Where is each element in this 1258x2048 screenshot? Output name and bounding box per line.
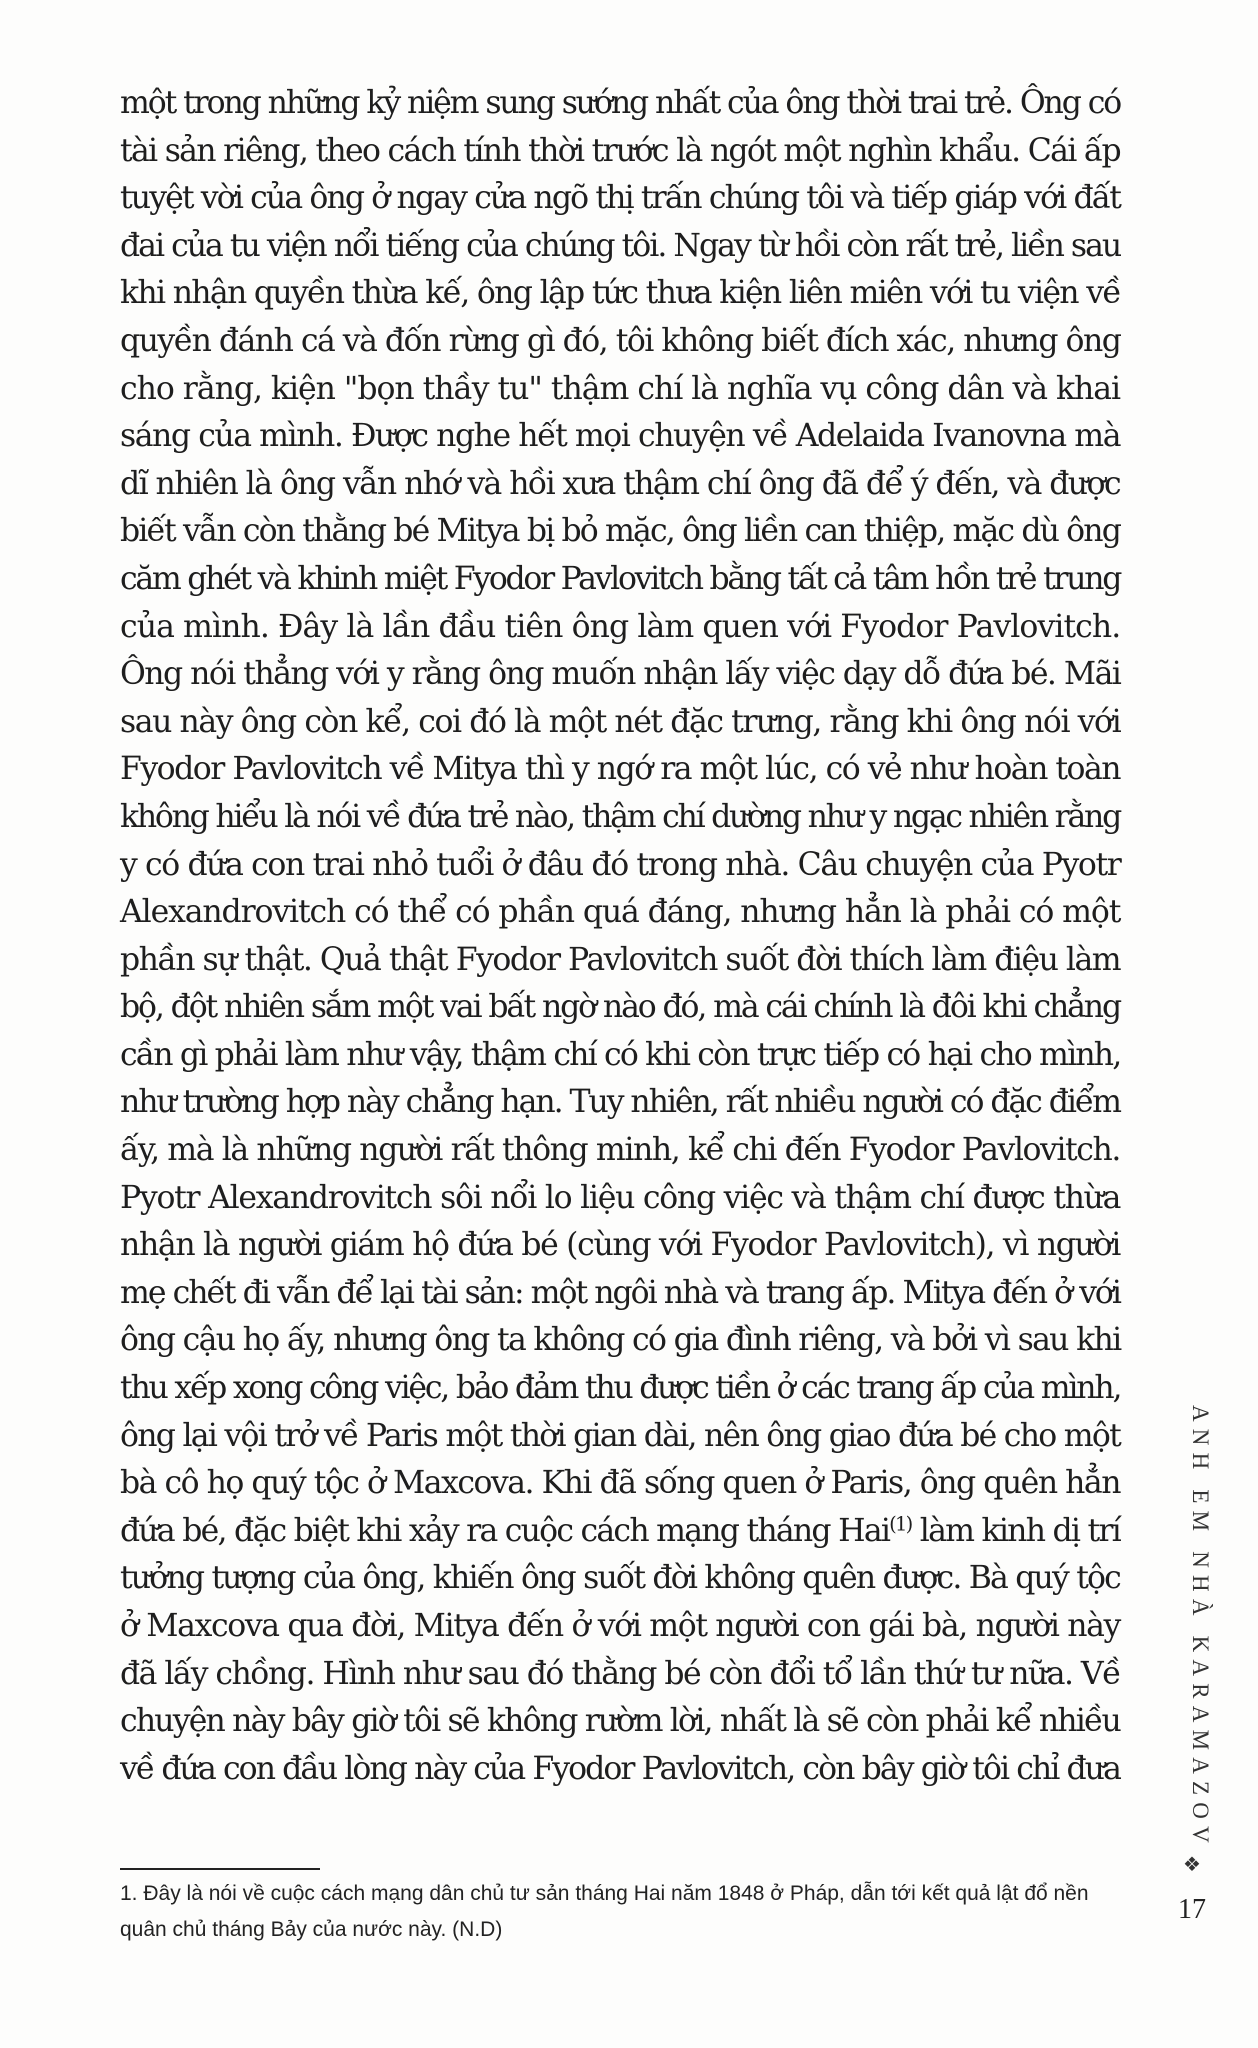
text-line: ông lại vội trở về Paris một thời gian dài, nên ông giao đứa bé cho một bbox=[120, 1417, 1120, 1454]
text-line: ở Maxcova qua đời, Mitya đến ở với một người con gái bà, người này bbox=[120, 1608, 1120, 1644]
text-line: đai của tu viện nổi tiếng của chúng tôi. Ngay từ hồi còn rất trẻ, liền sau bbox=[120, 227, 1121, 264]
text-line: như trường hợp này chẳng hạn. Tuy nhiên, rất nhiều người có đặc điểm bbox=[120, 1084, 1120, 1121]
text-line: ấy, mà là những người rất thông minh, kể chi đến Fyodor Pavlovitch. bbox=[120, 1132, 1120, 1169]
text-fragment: đứa bé, đặc biệt khi xảy ra cuộc cách mạng tháng Hai bbox=[120, 1512, 890, 1549]
text-line: mẹ chết đi vẫn để lại tài sản: một ngôi nhà và trang ấp. Mitya đến ở với bbox=[120, 1274, 1120, 1311]
text-line: nhận là người giám hộ đứa bé (cùng với Fyodor Pavlovitch), vì người bbox=[120, 1227, 1120, 1264]
page-number: 17 bbox=[1178, 1894, 1206, 1925]
text-line: tài sản riêng, theo cách tính thời trước là ngót một nghìn khẩu. Cái ấp bbox=[120, 132, 1120, 169]
text-line: bộ, đột nhiên sắm một vai bất ngờ nào đó, mà cái chính là đôi khi chẳng bbox=[120, 989, 1120, 1026]
footnote-divider bbox=[120, 1868, 320, 1870]
text-line: về đứa con đầu lòng này của Fyodor Pavlovitch, còn bây giờ tôi chỉ đưa bbox=[120, 1750, 1120, 1787]
text-fragment: làm kinh dị trí bbox=[911, 1512, 1121, 1549]
text-line: thu xếp xong công việc, bảo đảm thu được tiền ở các trang ấp của mình, bbox=[120, 1370, 1121, 1407]
text-line: quyền đánh cá và đốn rừng gì đó, tôi không biết đích xác, nhưng ông bbox=[120, 322, 1121, 359]
text-line: ông cậu họ ấy, nhưng ông ta không có gia đình riêng, và bởi vì sau khi bbox=[120, 1322, 1121, 1359]
text-line: biết vẫn còn thằng bé Mitya bị bỏ mặc, ông liền can thiệp, mặc dù ông bbox=[120, 513, 1120, 550]
running-title: ANH EM NHÀ KARAMAZOV bbox=[1188, 1405, 1213, 1850]
footnote bbox=[120, 1876, 1130, 1948]
text-line: chuyện này bây giờ tôi sẽ không rườm lời, nhất là sẽ còn phải kể nhiều bbox=[120, 1703, 1120, 1740]
text-line: sau này ông còn kể, coi đó là một nét đặc trưng, rằng khi ông nói với bbox=[120, 703, 1121, 740]
text-line: y có đứa con trai nhỏ tuổi ở đâu đó trong nhà. Câu chuyện của Pyotr bbox=[120, 846, 1121, 883]
text-line-with-footnote bbox=[120, 1508, 1120, 1556]
text-line: đã lấy chồng. Hình như sau đó thằng bé còn đổi tổ lần thứ tư nữa. Về bbox=[120, 1655, 1120, 1692]
text-line: căm ghét và khinh miệt Fyodor Pavlovitch bằng tất cả tâm hồn trẻ trung bbox=[120, 560, 1121, 597]
text-line: của mình. Đây là lần đầu tiên ông làm quen với Fyodor Pavlovitch. bbox=[120, 608, 1121, 645]
text-line: Fyodor Pavlovitch về Mitya thì y ngớ ra một lúc, có vẻ như hoàn toàn bbox=[120, 751, 1121, 788]
text-line: tuyệt vời của ông ở ngay cửa ngõ thị trấn chúng tôi và tiếp giáp với đất bbox=[120, 180, 1121, 217]
text-line: Alexandrovitch có thể có phần quá đáng, nhưng hẳn là phải có một bbox=[120, 894, 1121, 931]
footnote-marker: (1) bbox=[889, 1512, 912, 1536]
text-line: không hiểu là nói về đứa trẻ nào, thậm chí dường như y ngạc nhiên rằng bbox=[120, 798, 1120, 835]
footnote-line: 1. Đây là nói về cuộc cách mạng dân chủ tư sản tháng Hai năm 1848 ở Pháp, dẫn tới kết quả lật đổ nền bbox=[120, 1882, 1089, 1905]
text-line: Ông nói thẳng với y rằng ông muốn nhận lấy việc dạy dỗ đứa bé. Mãi bbox=[120, 656, 1121, 693]
body-text bbox=[120, 80, 1120, 1793]
ornament-icon: ❖ bbox=[1183, 1852, 1201, 1876]
text-line: Pyotr Alexandrovitch sôi nổi lo liệu công việc và thậm chí được thừa bbox=[120, 1179, 1121, 1216]
text-line: phần sự thật. Quả thật Fyodor Pavlovitch suốt đời thích làm điệu làm bbox=[120, 941, 1121, 978]
text-line: bà cô họ quý tộc ở Maxcova. Khi đã sống quen ở Paris, ông quên hẳn bbox=[120, 1465, 1120, 1502]
text-line: cần gì phải làm như vậy, thậm chí có khi còn trực tiếp có hại cho mình, bbox=[120, 1036, 1121, 1073]
text-line: sáng của mình. Được nghe hết mọi chuyện về Adelaida Ivanovna mà bbox=[120, 418, 1121, 455]
footnote-line: quân chủ tháng Bảy của nước này. (N.D) bbox=[120, 1918, 503, 1941]
text-line: dĩ nhiên là ông vẫn nhớ và hồi xưa thậm chí ông đã để ý đến, và được bbox=[120, 465, 1121, 502]
text-line: cho rằng, kiện "bọn thầy tu" thậm chí là nghĩa vụ công dân và khai bbox=[120, 370, 1121, 407]
text-line: một trong những kỷ niệm sung sướng nhất của ông thời trai trẻ. Ông có bbox=[120, 85, 1121, 121]
text-line: tưởng tượng của ông, khiến ông suốt đời không quên được. Bà quý tộc bbox=[120, 1560, 1120, 1597]
text-line: khi nhận quyền thừa kế, ông lập tức thưa kiện liên miên với tu viện về bbox=[120, 275, 1120, 312]
